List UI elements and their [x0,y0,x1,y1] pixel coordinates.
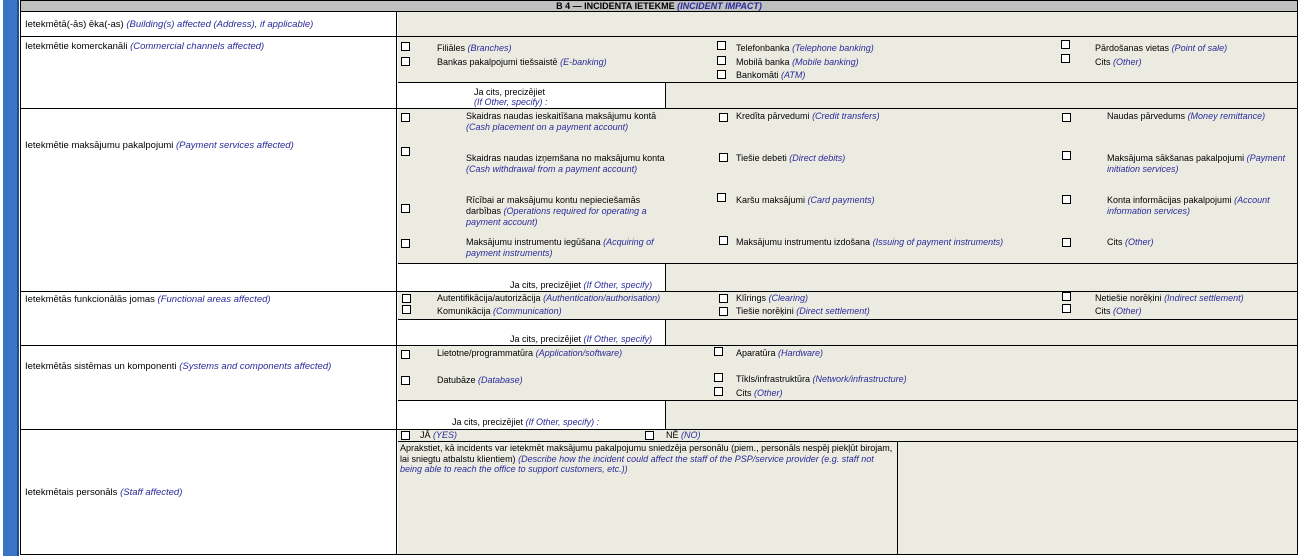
systems-label-hardware: Aparatūra (Hardware) [736,348,824,358]
staff-label-no: NĒ (NO) [666,430,701,440]
payment-label-credit-transfers: Kredīta pārvedumi (Credit transfers) [736,111,880,121]
payment-label-other: Cits (Other) [1107,237,1154,247]
payments-specify-input[interactable] [666,263,1297,292]
systems-row [20,346,1298,430]
building-row [20,12,1298,37]
systems-checkbox-other[interactable] [714,387,723,396]
functional-label-communication: Komunikācija (Communication) [437,306,562,316]
systems-specify-input[interactable] [666,400,1297,430]
channel-checkbox-atm[interactable] [717,70,726,79]
payments-label: Ietekmētie maksājumu pakalpojumi (Payment services affected) [21,109,397,291]
functional-row [20,292,1298,346]
staff-checkbox-yes[interactable] [401,431,410,440]
payments-specify-box: Ja cits, precizējiet (If Other, specify) [398,263,666,292]
systems-checkbox-application[interactable] [401,350,410,359]
building-label: Ietekmētā(-ās) ēka(-as) (Building(s) affected (Address), if applicable) [21,12,397,36]
payment-label-cash-placement: Skaidras naudas ieskaitīšana maksājumu kontā (Cash placement on a payment account) [466,111,657,132]
functional-label: Ietekmētās funkcionālās jomas (Functional areas affected) [21,292,397,345]
payment-checkbox-credit-transfers[interactable] [719,113,728,122]
systems-checkbox-database[interactable] [401,376,410,385]
channel-label-mobile: Mobilā banka (Mobile banking) [736,57,859,67]
payment-checkbox-acquiring[interactable] [401,239,410,248]
systems-checkbox-network[interactable] [714,373,723,382]
functional-checkbox-communication[interactable] [402,305,411,314]
functional-checkbox-other[interactable] [1062,304,1071,313]
systems-specify-box: Ja cits, precizējiet (If Other, specify) : [398,400,666,430]
systems-label-application: Lietotne/programmatūra (Application/software) [437,348,623,358]
channels-options [398,37,1297,108]
staff-checkbox-no[interactable] [645,431,654,440]
channel-label-branches: Filiāles (Branches) [437,43,512,53]
channels-row [20,37,1298,109]
functional-checkbox-authentication[interactable] [402,294,411,303]
functional-specify-box: Ja cits, precizējiet (If Other, specify) [398,319,666,346]
systems-label-other: Cits (Other) [736,388,783,398]
payment-label-issuing: Maksājumu instrumentu izdošana (Issuing of payment instruments) [736,237,1004,247]
payment-label-acquiring: Maksājumu instrumentu iegūšana (Acquiring of payment instruments) [466,237,654,258]
functional-options [398,292,1297,345]
channels-specify-input[interactable] [666,82,1297,109]
systems-options [398,346,1297,429]
channels-label: Ietekmētie komerckanāli (Commercial channels affected) [21,37,397,108]
channel-checkbox-telephone[interactable] [717,41,726,50]
payment-label-remittance: Naudas pārvedums (Money remittance) [1107,111,1266,121]
payment-label-card-payments: Karšu maksājumi (Card payments) [736,195,875,205]
functional-label-clearing: Klīrings (Clearing) [736,293,809,303]
payments-row [20,109,1298,292]
payment-checkbox-cash-withdrawal[interactable] [401,147,410,156]
payment-checkbox-remittance[interactable] [1062,113,1071,122]
payment-checkbox-account-ops[interactable] [401,204,410,213]
systems-label-database: Datubāze (Database) [437,375,523,385]
payment-checkbox-card-payments[interactable] [717,193,726,202]
section-title: B 4 — INCIDENTA IETEKME [556,1,675,11]
staff-options [398,430,1297,554]
channel-label-pos: Pārdošanas vietas (Point of sale) [1095,43,1228,53]
staff-describe-text: Aprakstiet, kā incidents var ietekmēt maksājumu pakalpojumu sniedzēja personālu (piem., personāls nespēj piekļūt birojam, lai sniegtu atbalstu klientiem) (Describe how the incident could affect the staff of the PSP/service provider (e.g. staff not being able to reach the office to support customers, etc.)) [400,443,893,474]
functional-checkbox-clearing[interactable] [719,294,728,303]
payment-checkbox-initiation[interactable] [1062,151,1071,160]
systems-label-network: Tīkls/infrastruktūra (Network/infrastructure) [736,374,907,384]
left-margin-bar [3,0,19,556]
payment-checkbox-cash-placement[interactable] [401,113,410,122]
channel-checkbox-ebanking[interactable] [401,57,410,66]
functional-label-other: Cits (Other) [1095,306,1142,316]
section-title-en: (INCIDENT IMPACT) [677,1,762,11]
functional-specify-input[interactable] [666,319,1297,346]
section-header [20,0,1298,12]
systems-checkbox-hardware[interactable] [714,347,723,356]
payment-label-account-info: Konta informācijas pakalpojumi (Account information services) [1107,195,1270,216]
payment-label-direct-debits: Tiešie debeti (Direct debits) [736,153,846,163]
functional-label-indirect-settlement: Netiešie norēķini (Indirect settlement) [1095,293,1244,303]
payment-label-account-ops: Rīcībai ar maksājumu kontu nepieciešamās darbības (Operations required for operating a payment account) [466,195,647,227]
channel-label-telephone: Telefonbanka (Telephone banking) [736,43,874,53]
payments-options [398,109,1297,291]
channel-label-ebanking: Bankas pakalpojumi tiešsaistē (E-banking) [437,57,607,67]
payment-checkbox-issuing[interactable] [719,236,728,245]
channel-checkbox-other[interactable] [1061,54,1070,63]
channel-label-other: Cits (Other) [1095,57,1142,67]
staff-describe-input[interactable] [898,442,1297,554]
payment-label-cash-withdrawal: Skaidras naudas izņemšana no maksājumu konta (Cash withdrawal from a payment account) [466,153,665,174]
payment-checkbox-other[interactable] [1062,238,1071,247]
systems-label: Ietekmētās sistēmas un komponenti (Systems and components affected) [21,346,397,429]
staff-row [20,430,1298,555]
payment-checkbox-direct-debits[interactable] [719,153,728,162]
functional-label-direct-settlement: Tiešie norēķini (Direct settlement) [736,306,870,316]
payment-label-initiation: Maksājuma sākšanas pakalpojumi (Payment initiation services) [1107,153,1286,174]
functional-checkbox-direct-settlement[interactable] [719,307,728,316]
channel-checkbox-branches[interactable] [401,42,410,51]
functional-label-authentication: Autentifikācija/autorizācija (Authentication/authorisation) [437,293,661,303]
channels-specify-box: Ja cits, precizējiet (If Other, specify) : [398,82,666,109]
staff-label-yes: JĀ (YES) [420,430,458,440]
functional-checkbox-indirect-settlement[interactable] [1062,292,1071,301]
payment-checkbox-account-info[interactable] [1062,195,1071,204]
channel-checkbox-mobile[interactable] [717,56,726,65]
channel-label-atm: Bankomāti (ATM) [736,70,806,80]
building-input[interactable] [398,12,1297,36]
channel-checkbox-pos[interactable] [1061,40,1070,49]
staff-label: Ietekmētais personāls (Staff affected) [21,430,397,554]
